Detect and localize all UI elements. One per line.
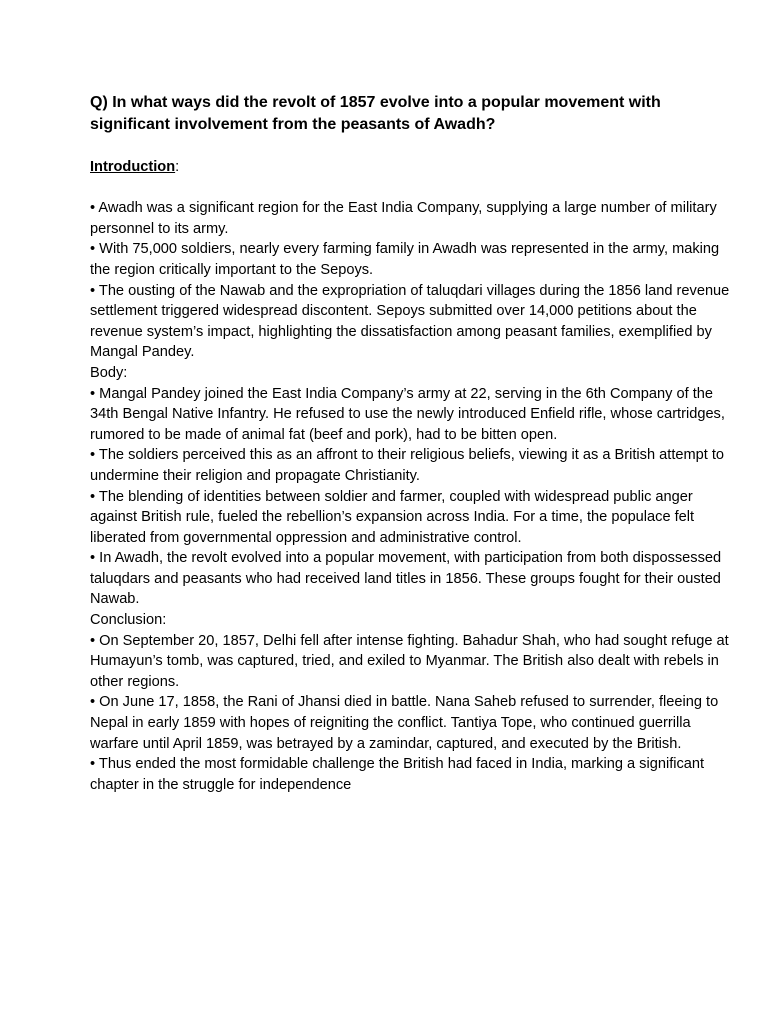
body-heading: Body: — [90, 364, 128, 381]
body-point-1: • Mangal Pandey joined the East India Company’s army at 22, serving in the 6th Company of the 34th Bengal Native Infantry. He refused to use the newly introduced Enfield rifle, whose cartridges, rumored to be made of animal fat (beef and pork), had to be bitten open. — [90, 385, 725, 443]
intro-point-1: • Awadh was a significant region for the East India Company, supplying a large number of military personnel to its army. — [90, 200, 717, 237]
blank-line — [90, 178, 730, 199]
conclusion-point-2: • On June 17, 1858, the Rani of Jhansi died in battle. Nana Saheb refused to surrender, fleeing to Nepal in early 1859 with hopes of reigniting the conflict. Tantiya Tope, who continued guerrilla warfare until April 1859, was betrayed by a zamindar, captured, and executed by the British. — [90, 694, 719, 752]
introduction-heading: Introduction — [90, 159, 176, 175]
main-text — [90, 198, 730, 795]
document-content — [90, 92, 730, 795]
intro-point-3: • The ousting of the Nawab and the expropriation of taluqdari villages during the 1856 land revenue settlement triggered widespread discontent. Sepoys submitted over 14,000 petitions about the revenue system’s impact, highlighting the dissatisfaction among peasant families, exemplified by Mangal Pandey. — [90, 282, 730, 361]
body-point-4: • In Awadh, the revolt evolved into a popular movement, with participation from both dispossessed taluqdars and peasants who had received land titles in 1856. These groups fought for their ousted Nawab. — [90, 550, 722, 608]
introduction-heading-line — [90, 157, 730, 178]
body-point-3: • The blending of identities between soldier and farmer, coupled with widespread public anger against British rule, fueled the rebellion’s expansion across India. For a time, the populace felt liberated from governmental oppression and administrative control. — [90, 488, 695, 546]
conclusion-heading: Conclusion: — [90, 612, 167, 629]
conclusion-point-1: • On September 20, 1857, Delhi fell after intense fighting. Bahadur Shah, who had sought refuge at Humayun’s tomb, was captured, tried, and exiled to Myanmar. The British also dealt with rebels in other regions. — [90, 632, 729, 690]
question-heading: Q) In what ways did the revolt of 1857 evolve into a popular movement with significant involvement from the peasants of Awadh? — [90, 94, 661, 133]
introduction-colon: : — [175, 159, 180, 175]
intro-point-2: • With 75,000 soldiers, nearly every farming family in Awadh was represented in the army, making the region critically important to the Sepoys. — [90, 241, 720, 278]
conclusion-point-3: • Thus ended the most formidable challenge the British had faced in India, marking a significant chapter in the struggle for independence — [90, 756, 705, 793]
body-point-2: • The soldiers perceived this as an affront to their religious beliefs, viewing it as a British attempt to undermine their religion and propagate Christianity. — [90, 447, 725, 484]
